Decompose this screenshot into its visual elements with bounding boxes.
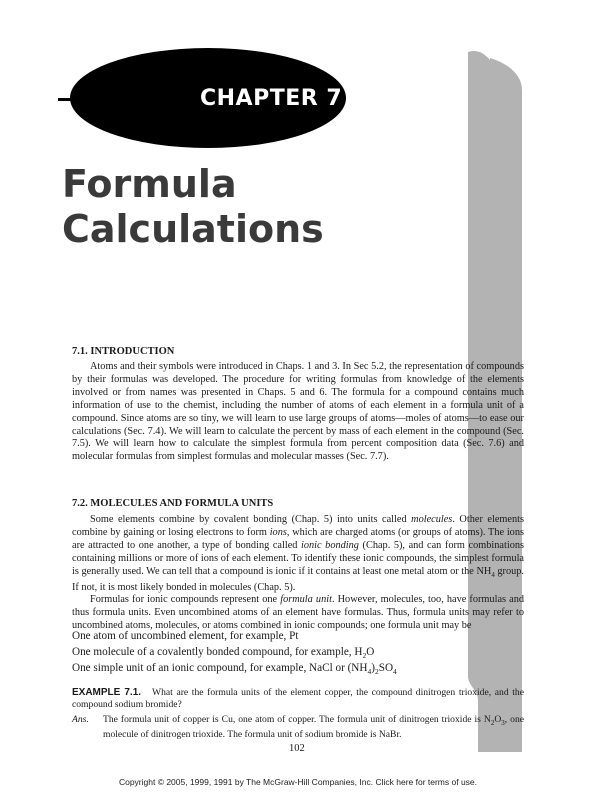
example-7-1 bbox=[72, 687, 524, 712]
copyright-link[interactable]: Copyright © 2005, 1999, 1991 by The McGraw-Hill Companies, Inc. Click here for terms of use. bbox=[118, 777, 478, 787]
chapter-title-line2: Calculations bbox=[62, 207, 324, 251]
introduction-paragraph: Atoms and their symbols were introduced in Chaps. 1 and 3. In Sec 5.2, the representation of compounds by their formulas was developed. The procedure for writing formulas from knowledge of the elements involved or from names was presented in Chaps. 5 and 6. The formula for a compound contains much information of use to the chemist, including the number of atoms of each element in a formula unit of a compound. Since atoms are so tiny, we will learn to use large groups of atoms—moles of atoms—to ease our calculations (Sec. 7.4). We will learn to calculate the percent by mass of each element in the compound (Sec. 7.5). We will learn how to calculate the simplest formula from percent composition data (Sec. 7.6) and molecular formulas from simplest formulas and molecular masses (Sec. 7.7). bbox=[72, 361, 524, 463]
section-heading-introduction: 7.1. INTRODUCTION bbox=[72, 346, 175, 357]
answer-label: Ans. bbox=[72, 714, 89, 725]
chapter-title bbox=[62, 162, 324, 252]
answer-text: The formula unit of copper is Cu, one atom of copper. The formula unit of dinitrogen trioxide is $N_2O_3$, one molecule of dinitrogen trioxide. The formula unit of sodium bromide is NaBr. bbox=[103, 714, 524, 741]
page-number: 102 bbox=[289, 743, 305, 754]
molecules-paragraph-1: Some elements combine by covalent bonding (Chap. 5) into units called molecules. Other elements combine by gaining or losing electrons to form ions, which are charged atoms (or groups of atoms). The ions are attracted to one another, a type of bonding called ionic bonding (Chap. 5), and can form combinations containing millions or more of ions of each element. To identify these ionic compounds, the simplest formula is generally used. We can tell that a compound is ionic if it contains at least one metal atom or the $NH_4$ group. If not, it is most likely bonded in molecules (Chap. 5). bbox=[72, 514, 524, 593]
molecules-paragraph-2: Formulas for ionic compounds represent one formula unit. However, molecules, too, have formulas and thus formula units. Even uncombined atoms of an element have formulas. Thus, formula units may refer to uncombined atoms, molecules, or atoms combined in ionic compounds; one formula unit may be bbox=[72, 594, 524, 632]
formula-unit-example-3: One simple unit of an ionic compound, for example, NaCl or $(NH_4)_2SO_4$ bbox=[72, 662, 397, 677]
chapter-rule bbox=[58, 98, 178, 101]
example-question: What are the formula units of the element copper, the compound dinitrogen trioxide, and the compound sodium bromide? bbox=[72, 687, 524, 711]
formula-unit-example-1: One atom of uncombined element, for example, Pt bbox=[72, 630, 299, 642]
example-answer bbox=[72, 714, 524, 742]
formula-unit-example-2: One molecule of a covalently bonded compound, for example, $H_2O$ bbox=[72, 646, 375, 661]
chapter-label: CHAPTER 7 bbox=[200, 86, 343, 111]
molecules-body bbox=[72, 514, 524, 633]
example-label: EXAMPLE 7.1. bbox=[72, 687, 142, 698]
chapter-title-line1: Formula bbox=[62, 162, 237, 206]
introduction-body bbox=[72, 361, 524, 464]
section-heading-molecules: 7.2. MOLECULES AND FORMULA UNITS bbox=[72, 498, 274, 509]
